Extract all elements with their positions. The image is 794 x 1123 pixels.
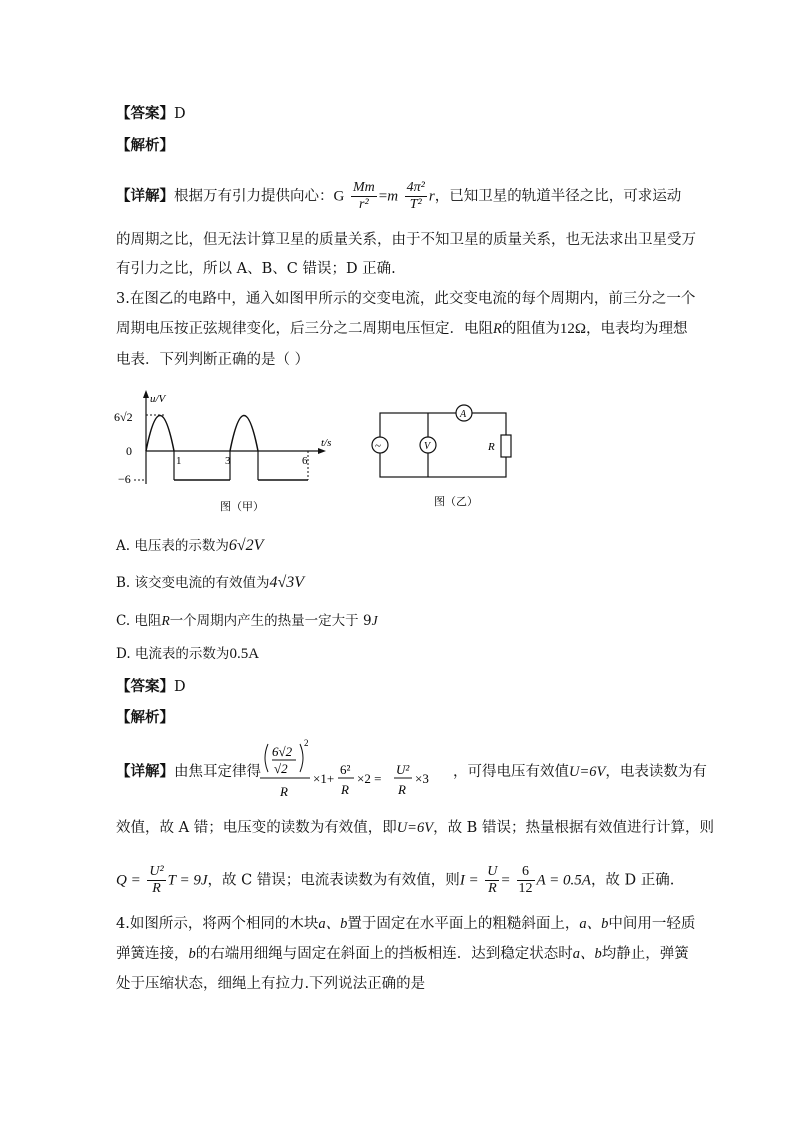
current-result: A = 0.5A [536, 872, 591, 889]
answer-label: 【答案】 [116, 105, 174, 122]
q3-detail-line1 [116, 762, 261, 782]
den-R-2: R [341, 782, 349, 797]
figure-yi-caption: 图（乙） [434, 496, 478, 508]
q3-detail-line3 [116, 864, 674, 897]
x-tick-1: 1 [176, 455, 182, 467]
q3-stem-R: R [493, 321, 502, 337]
resistor-label: R [488, 441, 495, 453]
frac-sqrt2-den: √2 [274, 761, 288, 776]
q3-stem-line1: 3.在图乙的电路中，通入如图甲所示的交变电流，此交变电流的每个周期内，前三分之一个 [116, 291, 696, 307]
q4-stem-line3: 处于压缩状态，细绳上有拉力.下列说法正确的是 [116, 976, 426, 992]
times-1: ×1+ [313, 771, 335, 786]
option-c-J: J [371, 613, 378, 628]
q4-stem-line2 [116, 944, 689, 964]
analysis-label-q3: 【解析】 [116, 709, 174, 726]
detail-line2-q2: 的周期之比，但无法计算卫星的质量关系，由于不知卫星的质量关系，也无法求出卫星受万 [116, 232, 696, 248]
q3-detail-U: U=6V [569, 764, 606, 780]
option-b-text: B. 该交变电流的有效值为 [116, 575, 270, 591]
q3-stem-line3: 电表．下列判断正确的是（ ） [116, 352, 310, 368]
equals-sign: = [378, 188, 388, 205]
num-6sq: 6² [340, 762, 351, 777]
resistor-icon [501, 435, 511, 457]
fraction-U2-R: $\frac{\text{U²}}{R}$ [149, 864, 164, 896]
q3-detail-line2-b: ，故 B 错误；热量根据有效值进行计算，则 [433, 820, 714, 836]
y-axis-arrow [143, 390, 149, 398]
x-tick-6: 6 [302, 455, 308, 467]
option-c-R: R [161, 613, 170, 628]
option-b-value: 4√3V [269, 574, 305, 591]
q4-line2-d: a、b [572, 946, 602, 962]
den-R-1: R [280, 784, 288, 799]
option-c [116, 611, 378, 631]
detail-intro: 根据万有引力提供向心： [174, 188, 334, 205]
option-d-text: D. 电流表的示数为 [116, 646, 230, 662]
ammeter-label: A [460, 409, 467, 420]
current-I: I = [459, 872, 479, 889]
q3-stem-line2-b: 的阻值为 [501, 321, 560, 337]
q4-line1-d: a、b [579, 916, 609, 932]
fraction-4pi2-T2: $\frac{\text{4π²}}{\text{T²}}$ [406, 180, 425, 212]
exponent-2: 2 [304, 738, 309, 748]
option-c-text2: 一个周期内产生的热量一定大于 9 [169, 613, 372, 629]
q3-detail-line1-tail [453, 762, 707, 782]
formula-r: r [428, 188, 435, 205]
equals-2: = [501, 872, 510, 889]
q4-line1-b: a、b [318, 916, 348, 932]
option-b [116, 573, 304, 593]
q3-detail-line2 [116, 818, 714, 838]
y-tick-neg: −6 [118, 472, 131, 486]
times-3: ×3 [415, 771, 429, 786]
figure-jia-caption: 图（甲） [220, 501, 264, 513]
sine-hump-2 [230, 416, 258, 452]
q3-stem-line2 [116, 319, 688, 339]
q4-line1-a: 4.如图所示，将两个相同的木块 [116, 916, 319, 932]
answer-line-q2 [116, 104, 186, 124]
paren-left [265, 744, 268, 772]
q3-stem-line2-c: ，电表均为理想 [586, 321, 688, 337]
x-tick-3: 3 [225, 455, 231, 467]
figure-jia-voltage-graph [112, 388, 342, 514]
q4-stem-line1 [116, 914, 695, 934]
times-2: ×2 = [357, 771, 382, 786]
answer-value-q3: D [174, 679, 186, 695]
paren-right [300, 744, 303, 772]
fraction-U-R: $\frac{U}{R}$ [487, 864, 498, 896]
heat-Q: Q = [116, 872, 141, 889]
num-U2: U² [396, 762, 410, 777]
fraction-6-12: $\frac{6}{12}$ [518, 864, 533, 896]
q3-detail-line3-a: ，故 C 错误；电流表读数为有效值，则 [207, 872, 460, 889]
q3-stem-line2-a: 周期电压按正弦规律变化，后三分之二周期电压恒定．电阻 [116, 321, 493, 337]
detail-line-q2 [116, 180, 681, 213]
q3-detail-intro: 由焦耳定律得 [174, 764, 261, 780]
analysis-label-q2: 【解析】 [116, 137, 174, 154]
detail-label: 【详解】 [116, 187, 174, 205]
option-a-text: A. 电压表的示数为 [116, 538, 229, 554]
ac-source-symbol: ~ [375, 440, 381, 452]
y-tick-top: 6√2 [114, 410, 133, 424]
joule-formula [254, 736, 454, 812]
x-axis-label: t/s [321, 437, 332, 449]
option-a [116, 536, 263, 556]
option-a-value: 6√2V [228, 537, 264, 554]
option-d-value: 0.5A [229, 646, 260, 662]
answer-label-q3: 【答案】 [116, 678, 174, 695]
q4-line1-c: 置于固定在水平面上的粗糙斜面上， [347, 916, 580, 932]
detail-after: ，已知卫星的轨道半径之比，可求运动 [434, 188, 682, 205]
frac-6sqrt2-num: 6√2 [272, 744, 293, 759]
detail-label-q3: 【详解】 [116, 763, 174, 780]
den-R-3: R [398, 782, 406, 797]
q3-detail-line2-a: 效值，故 A 错；电压变的读数为有效值，即 [116, 820, 397, 836]
y-axis-label: u/V [150, 393, 166, 405]
q3-detail-line2-U: U=6V [396, 820, 434, 836]
option-d [116, 644, 259, 664]
figure-yi-circuit [360, 395, 536, 515]
answer-line-q3 [116, 677, 186, 697]
formula-G: G [333, 188, 345, 205]
q3-detail-after: ，可得电压有效值 [453, 764, 569, 780]
q4-line2-a: 弹簧连接， [116, 946, 189, 962]
formula-m: m [387, 188, 399, 205]
q3-detail-after2: ，电表读数为有 [605, 764, 707, 780]
q3-detail-line3-b: ，故 D 正确. [590, 872, 675, 889]
q4-line1-e: 中间用一轻质 [608, 916, 696, 932]
q4-line2-e: 均静止，弹簧 [601, 946, 689, 962]
sine-hump-1 [146, 416, 174, 452]
q4-line2-b: b [188, 946, 196, 962]
y-tick-zero: 0 [126, 444, 132, 458]
option-c-text: C. 电阻 [116, 613, 162, 629]
q4-line2-c: 的右端用细绳与固定在斜面上的挡板相连．达到稳定状态时 [195, 946, 573, 962]
heat-T: T = 9J [167, 872, 208, 889]
answer-value: D [174, 106, 186, 122]
voltmeter-label: V [424, 441, 431, 452]
q3-resistance-value: 12Ω [559, 321, 587, 337]
fraction-Mm-r2: $\frac{Mm}{\text{r²}}$ [352, 180, 375, 212]
detail-line3-q2: 有引力之比，所以 A、B、C 错误；D 正确. [116, 261, 396, 277]
